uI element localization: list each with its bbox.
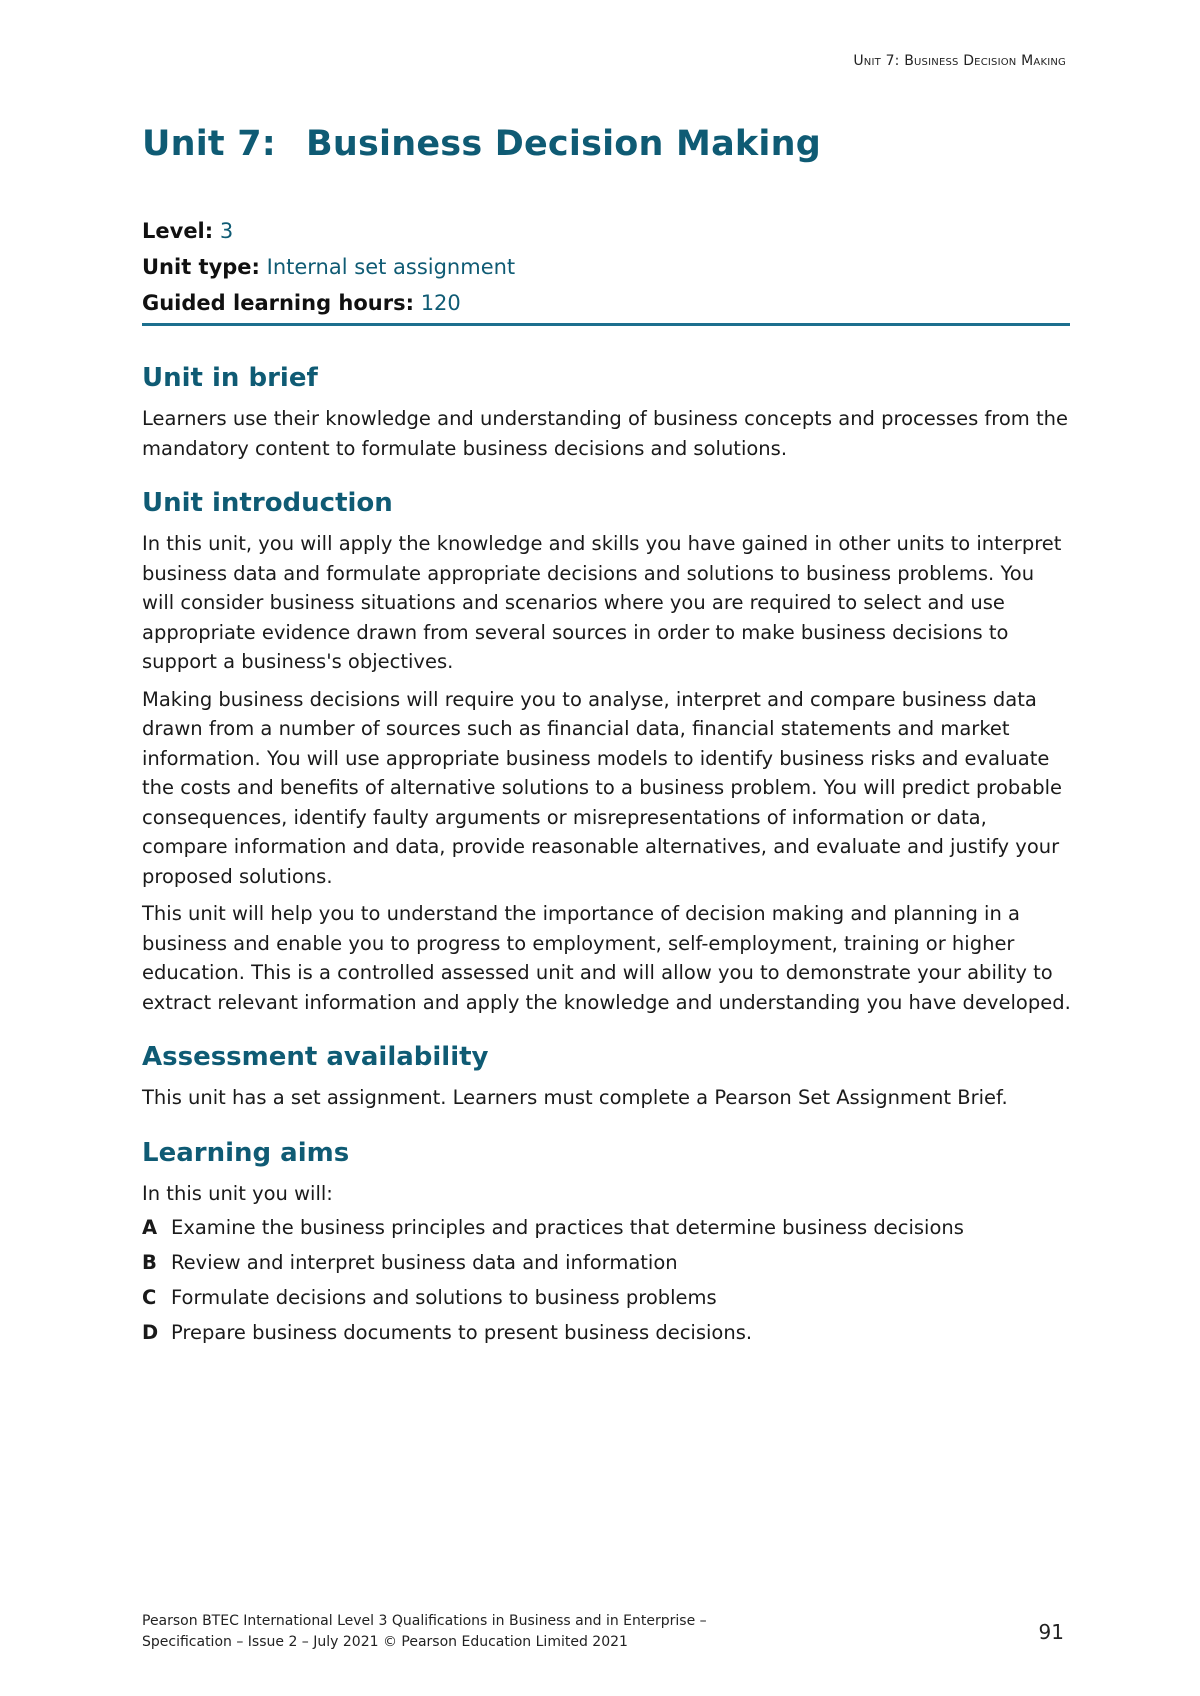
footer-line: Pearson BTEC International Level 3 Qualifications in Business and in Enterprise – [142, 1613, 707, 1629]
list-item [142, 1245, 1072, 1280]
unit-type-value: Internal set assignment [266, 255, 516, 279]
aim-text: Examine the business principles and practices that determine business decisions [171, 1216, 964, 1239]
running-header: Unit 7: Business Decision Making [853, 53, 1066, 69]
intro-paragraph: In this unit, you will apply the knowledge and skills you have gained in other units to interpret business data and formulate appropriate decisions and solutions to business problems. You will consider business situations and scenarios where you are required to select and use appropriate evidence drawn from several sources in order to make business decisions to support a business's objectives. [142, 532, 1062, 673]
header-divider [142, 323, 1070, 326]
glh-label: Guided learning hours: [142, 291, 414, 315]
main-content [142, 360, 1072, 1372]
unit-name: Business Decision Making [306, 124, 821, 164]
aim-letter: B [142, 1251, 157, 1274]
footer-line: Specification – Issue 2 – July 2021 © Pearson Education Limited 2021 [142, 1634, 628, 1650]
section-learning-aims [142, 1135, 1072, 1351]
level-row [142, 213, 1070, 249]
aim-text: Prepare business documents to present business decisions. [171, 1321, 753, 1344]
section-assessment-availability [142, 1039, 1072, 1113]
section-heading: Unit in brief [142, 363, 318, 393]
brief-paragraph: Learners use their knowledge and understanding of business concepts and processes from the mandatory content to formulate business decisions and solutions. [142, 407, 1069, 460]
aim-text: Formulate decisions and solutions to business problems [171, 1286, 717, 1309]
section-heading: Assessment availability [142, 1042, 489, 1072]
aim-text: Review and interpret business data and information [171, 1251, 678, 1274]
section-heading: Learning aims [142, 1137, 350, 1168]
intro-paragraph: This unit will help you to understand the importance of decision making and planning in a business and enable you to progress to employment, self-employment, training or higher education. This is a controlled assessed unit and will allow you to demonstrate your ability to extract relevant information and apply the knowledge and understanding you have developed. [142, 902, 1071, 1014]
list-item [142, 1280, 1072, 1315]
level-label: Level: [142, 219, 214, 243]
aim-letter: D [142, 1321, 159, 1344]
unit-type-row [142, 249, 1070, 285]
unit-number: Unit 7: [142, 124, 277, 164]
page-footer [142, 1611, 707, 1653]
learning-aims-list [142, 1210, 1072, 1350]
assessment-paragraph: This unit has a set assignment. Learners must complete a Pearson Set Assignment Brief. [142, 1086, 1008, 1109]
glh-row [142, 285, 1070, 321]
unit-title [142, 124, 821, 164]
section-heading: Unit introduction [142, 488, 393, 518]
aim-letter: C [142, 1286, 157, 1309]
list-item [142, 1210, 1072, 1245]
unit-type-label: Unit type: [142, 255, 260, 279]
section-unit-introduction [142, 485, 1072, 1017]
aim-letter: A [142, 1216, 158, 1239]
unit-meta [142, 213, 1070, 321]
list-item [142, 1315, 1072, 1350]
level-value: 3 [219, 219, 234, 243]
aims-intro: In this unit you will: [142, 1181, 333, 1205]
section-unit-in-brief [142, 360, 1072, 463]
intro-paragraph: Making business decisions will require you to analyse, interpret and compare business data drawn from a number of sources such as financial data, financial statements and market information. You will use appropriate business models to identify business risks and evaluate the costs and benefits of alternative solutions to a business problem. You will predict probable consequences, identify faulty arguments or misrepresentations of information or data, compare information and data, provide reasonable alternatives, and evaluate and justify your proposed solutions. [142, 687, 1063, 888]
glh-value: 120 [420, 291, 461, 315]
page-number: 91 [1038, 1620, 1064, 1644]
